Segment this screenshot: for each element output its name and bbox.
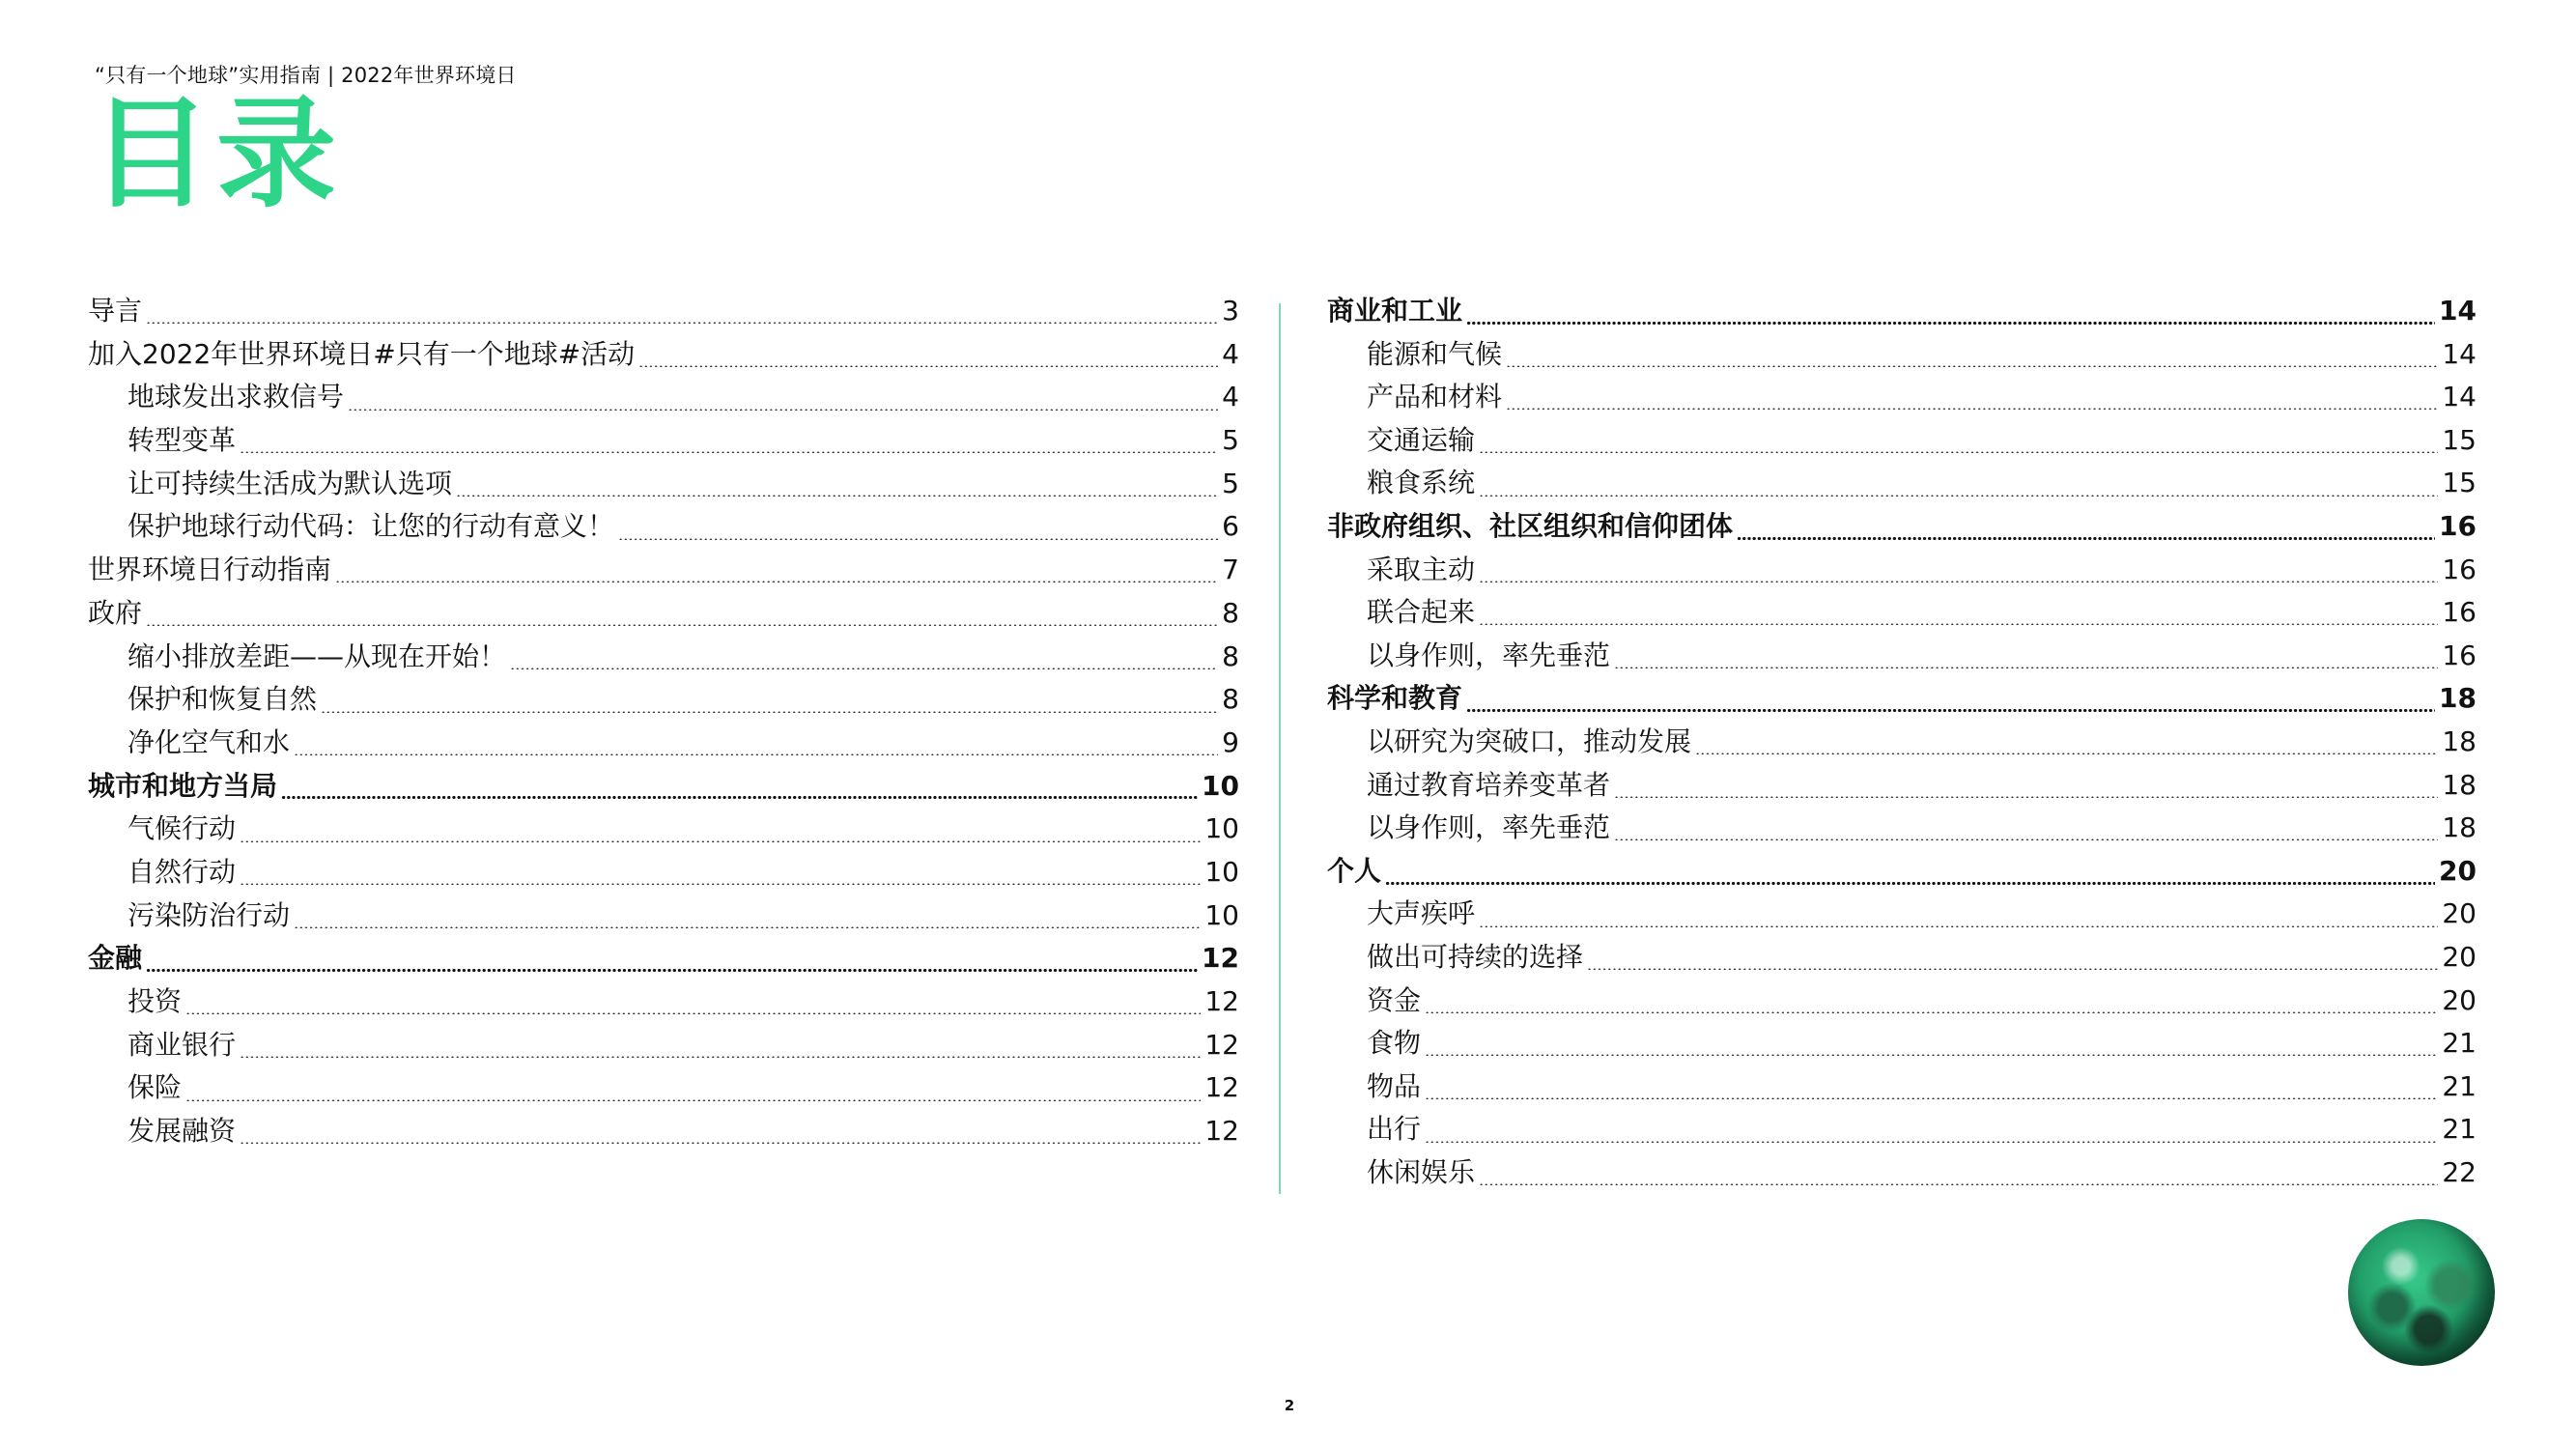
toc-entry-label: 非政府组织、社区组织和信仰团体 [1327,509,1734,542]
toc-entry-label: 净化空气和水 [127,725,291,758]
toc-entry-page: 14 [2442,381,2477,413]
toc-entry-label: 做出可持续的选择 [1367,940,1584,973]
toc-dot-leader [185,1099,1201,1101]
toc-section-entry[interactable] [1327,677,2477,721]
toc-dot-leader [1466,322,2435,325]
toc-entry-page: 21 [2442,1069,2477,1102]
toc-entry-page: 20 [2442,983,2477,1016]
toc-subsection-entry[interactable] [1327,549,2477,592]
toc-dot-leader [1479,451,2438,453]
toc-dot-leader [1506,365,2438,367]
toc-dot-leader [1425,1097,2438,1099]
toc-section-entry[interactable] [88,333,1239,377]
toc-entry-page: 18 [2442,724,2477,757]
toc-entry-label: 粮食系统 [1367,467,1476,499]
toc-entry-page: 12 [1204,985,1239,1017]
toc-entry-label: 资金 [1367,983,1422,1016]
toc-dot-leader [1466,709,2435,712]
toc-dot-leader [240,1142,1201,1144]
toc-entry-label: 个人 [1327,854,1382,887]
toc-entry-page: 16 [2442,596,2477,629]
toc-section-entry[interactable] [1327,850,2477,894]
toc-entry-page: 8 [1222,683,1239,716]
toc-dot-leader [294,753,1218,755]
toc-entry-label: 出行 [1367,1113,1422,1146]
toc-dot-leader [1479,495,2438,497]
toc-entry-page: 14 [2439,295,2477,327]
toc-entry-label: 以身作则，率先垂范 [1367,811,1611,844]
toc-entry-label: 保险 [127,1071,183,1104]
toc-dot-leader [335,581,1218,582]
toc-subsection-entry[interactable] [1327,635,2477,678]
toc-subsection-entry[interactable] [1327,1065,2477,1109]
toc-subsection-entry[interactable] [88,678,1239,722]
toc-subsection-entry[interactable] [1327,333,2477,377]
toc-entry-label: 世界环境日行动指南 [88,554,332,586]
toc-subsection-entry[interactable] [1327,1108,2477,1151]
toc-entry-page: 8 [1222,596,1239,629]
toc-dot-leader [456,495,1218,497]
toc-entry-label: 地球发出求救信号 [127,381,345,413]
toc-subsection-entry[interactable] [1327,462,2477,505]
toc-entry-page: 4 [1222,381,1239,413]
toc-dot-leader [1506,408,2438,410]
toc-entry-page: 12 [1202,942,1239,975]
toc-entry-label: 能源和气候 [1367,337,1503,370]
toc-entry-page: 20 [2442,897,2477,930]
toc-entry-page: 21 [2442,1027,2477,1060]
toc-dot-leader [348,409,1218,411]
toc-entry-page: 16 [2439,509,2477,542]
toc-dot-leader [1425,1054,2438,1056]
toc-entry-page: 15 [2442,467,2477,499]
toc-entry-label: 投资 [127,985,183,1017]
toc-entry-label: 保护和恢复自然 [127,683,318,716]
toc-subsection-entry[interactable] [88,895,1239,938]
toc-entry-label: 自然行动 [127,855,237,888]
toc-entry-page: 10 [1204,898,1239,931]
toc-subsection-entry[interactable] [1327,807,2477,850]
toc-entry-page: 22 [2442,1155,2477,1188]
toc-subsection-entry[interactable] [88,636,1239,679]
toc-entry-page: 3 [1222,295,1239,327]
toc-dot-leader [1425,1011,2438,1013]
toc-entry-label: 转型变革 [127,424,237,457]
toc-entry-page: 20 [2439,854,2477,887]
toc-subsection-entry[interactable] [88,722,1239,765]
toc-entry-label: 导言 [88,295,143,327]
toc-dot-leader [1695,753,2438,754]
toc-entry-page: 10 [1204,855,1239,888]
toc-entry-label: 以研究为突破口，推动发展 [1367,724,1692,757]
toc-entry-label: 大声疾呼 [1367,897,1476,930]
toc-subsection-entry[interactable] [1327,936,2477,980]
toc-entry-label: 产品和材料 [1367,381,1503,413]
toc-entry-page: 6 [1222,510,1239,543]
toc-subsection-entry[interactable] [88,463,1239,506]
toc-entry-label: 科学和教育 [1327,682,1463,715]
toc-dot-leader [638,365,1218,367]
toc-entry-label: 污染防治行动 [127,898,291,931]
toc-dot-leader [1614,667,2438,668]
toc-entry-page: 15 [2442,423,2477,456]
toc-subsection-entry[interactable] [88,376,1239,419]
toc-entry-label: 气候行动 [127,812,237,845]
toc-entry-label: 缩小排放差距——从现在开始！ [127,639,507,672]
toc-entry-page: 9 [1222,725,1239,758]
toc-subsection-entry[interactable] [88,1110,1239,1153]
toc-section-entry[interactable] [1327,505,2477,549]
toc-section-entry[interactable] [88,937,1239,980]
toc-subsection-entry[interactable] [1327,419,2477,463]
toc-dot-leader [240,451,1218,453]
page-number: 2 [1284,1397,1295,1414]
toc-subsection-entry[interactable] [1327,1022,2477,1065]
toc-section-entry[interactable] [88,549,1239,592]
toc-right-column [1327,290,2477,1194]
toc-subsection-entry[interactable] [88,1024,1239,1067]
toc-section-entry[interactable] [1327,290,2477,333]
toc-entry-page: 18 [2442,811,2477,844]
toc-entry-page: 5 [1222,467,1239,499]
toc-subsection-entry[interactable] [88,1066,1239,1110]
toc-entry-label: 采取主动 [1367,553,1476,585]
toc-section-entry[interactable] [88,290,1239,333]
toc-dot-leader [1479,581,2438,582]
toc-subsection-entry[interactable] [88,808,1239,851]
toc-entry-page: 8 [1222,639,1239,672]
toc-subsection-entry[interactable] [88,419,1239,463]
toc-entry-label: 食物 [1367,1027,1422,1060]
toc-subsection-entry[interactable] [88,980,1239,1024]
toc-entry-label: 政府 [88,596,143,629]
toc-subsection-entry[interactable] [1327,980,2477,1023]
toc-entry-label: 物品 [1367,1069,1422,1102]
toc-entry-label: 商业银行 [127,1028,237,1061]
toc-dot-leader [1479,623,2438,625]
toc-entry-label: 发展融资 [127,1115,237,1148]
toc-entry-label: 通过教育培养变革者 [1367,768,1611,801]
document-subtitle: “只有一个地球”实用指南 | 2022年世界环境日 [95,64,517,87]
toc-dot-leader [146,322,1218,324]
toc-subsection-entry[interactable] [1327,721,2477,764]
column-divider [1279,303,1281,1194]
toc-dot-leader [1385,882,2435,885]
toc-dot-leader [1587,968,2438,970]
toc-section-entry[interactable] [88,592,1239,636]
toc-entry-page: 7 [1222,554,1239,586]
toc-entry-label: 让可持续生活成为默认选项 [127,467,453,499]
toc-subsection-entry[interactable] [88,851,1239,895]
toc-dot-leader [240,883,1201,885]
toc-dot-leader [1425,1141,2438,1143]
page-title: 目录 [91,85,343,224]
toc-dot-leader [146,624,1218,626]
toc-subsection-entry[interactable] [1327,1151,2477,1195]
toc-dot-leader [294,926,1201,928]
toc-entry-page: 14 [2442,337,2477,370]
toc-section-entry[interactable] [88,765,1239,809]
toc-entry-page: 10 [1204,812,1239,845]
toc-subsection-entry[interactable] [1327,591,2477,635]
toc-dot-leader [1737,537,2435,540]
toc-entry-page: 4 [1222,337,1239,370]
toc-dot-leader [281,796,1198,799]
toc-dot-leader [618,538,1218,540]
toc-dot-leader [146,969,1198,972]
toc-dot-leader [240,1056,1201,1058]
toc-entry-label: 联合起来 [1367,596,1476,629]
toc-entry-page: 21 [2442,1113,2477,1146]
toc-dot-leader [1479,925,2438,927]
toc-dot-leader [1479,1183,2438,1185]
toc-entry-page: 18 [2442,768,2477,801]
toc-entry-label: 以身作则，率先垂范 [1367,639,1611,671]
toc-dot-leader [510,668,1218,669]
toc-subsection-entry[interactable] [88,505,1239,549]
toc-entry-label: 交通运输 [1367,423,1476,456]
toc-dot-leader [1614,838,2438,840]
toc-dot-leader [1614,796,2438,798]
toc-dot-leader [240,840,1201,842]
toc-entry-page: 10 [1202,769,1239,802]
toc-subsection-entry[interactable] [1327,764,2477,808]
toc-entry-label: 加入2022年世界环境日#只有一个地球#活动 [88,337,636,370]
toc-entry-page: 5 [1222,424,1239,457]
toc-dot-leader [185,1012,1201,1014]
toc-entry-label: 保护地球行动代码：让您的行动有意义！ [127,510,615,543]
toc-entry-page: 12 [1204,1115,1239,1148]
toc-entry-label: 城市和地方当局 [88,769,278,802]
toc-entry-label: 商业和工业 [1327,295,1463,327]
earth-globe-icon [2348,1219,2495,1366]
toc-entry-page: 16 [2442,553,2477,585]
toc-entry-page: 16 [2442,639,2477,671]
toc-left-column [88,290,1239,1153]
toc-dot-leader [321,711,1218,713]
toc-entry-label: 休闲娱乐 [1367,1155,1476,1188]
toc-subsection-entry[interactable] [1327,376,2477,419]
toc-entry-page: 20 [2442,940,2477,973]
toc-subsection-entry[interactable] [1327,893,2477,936]
toc-entry-page: 12 [1204,1071,1239,1104]
toc-entry-page: 12 [1204,1028,1239,1061]
toc-entry-page: 18 [2439,682,2477,715]
toc-entry-label: 金融 [88,942,143,975]
